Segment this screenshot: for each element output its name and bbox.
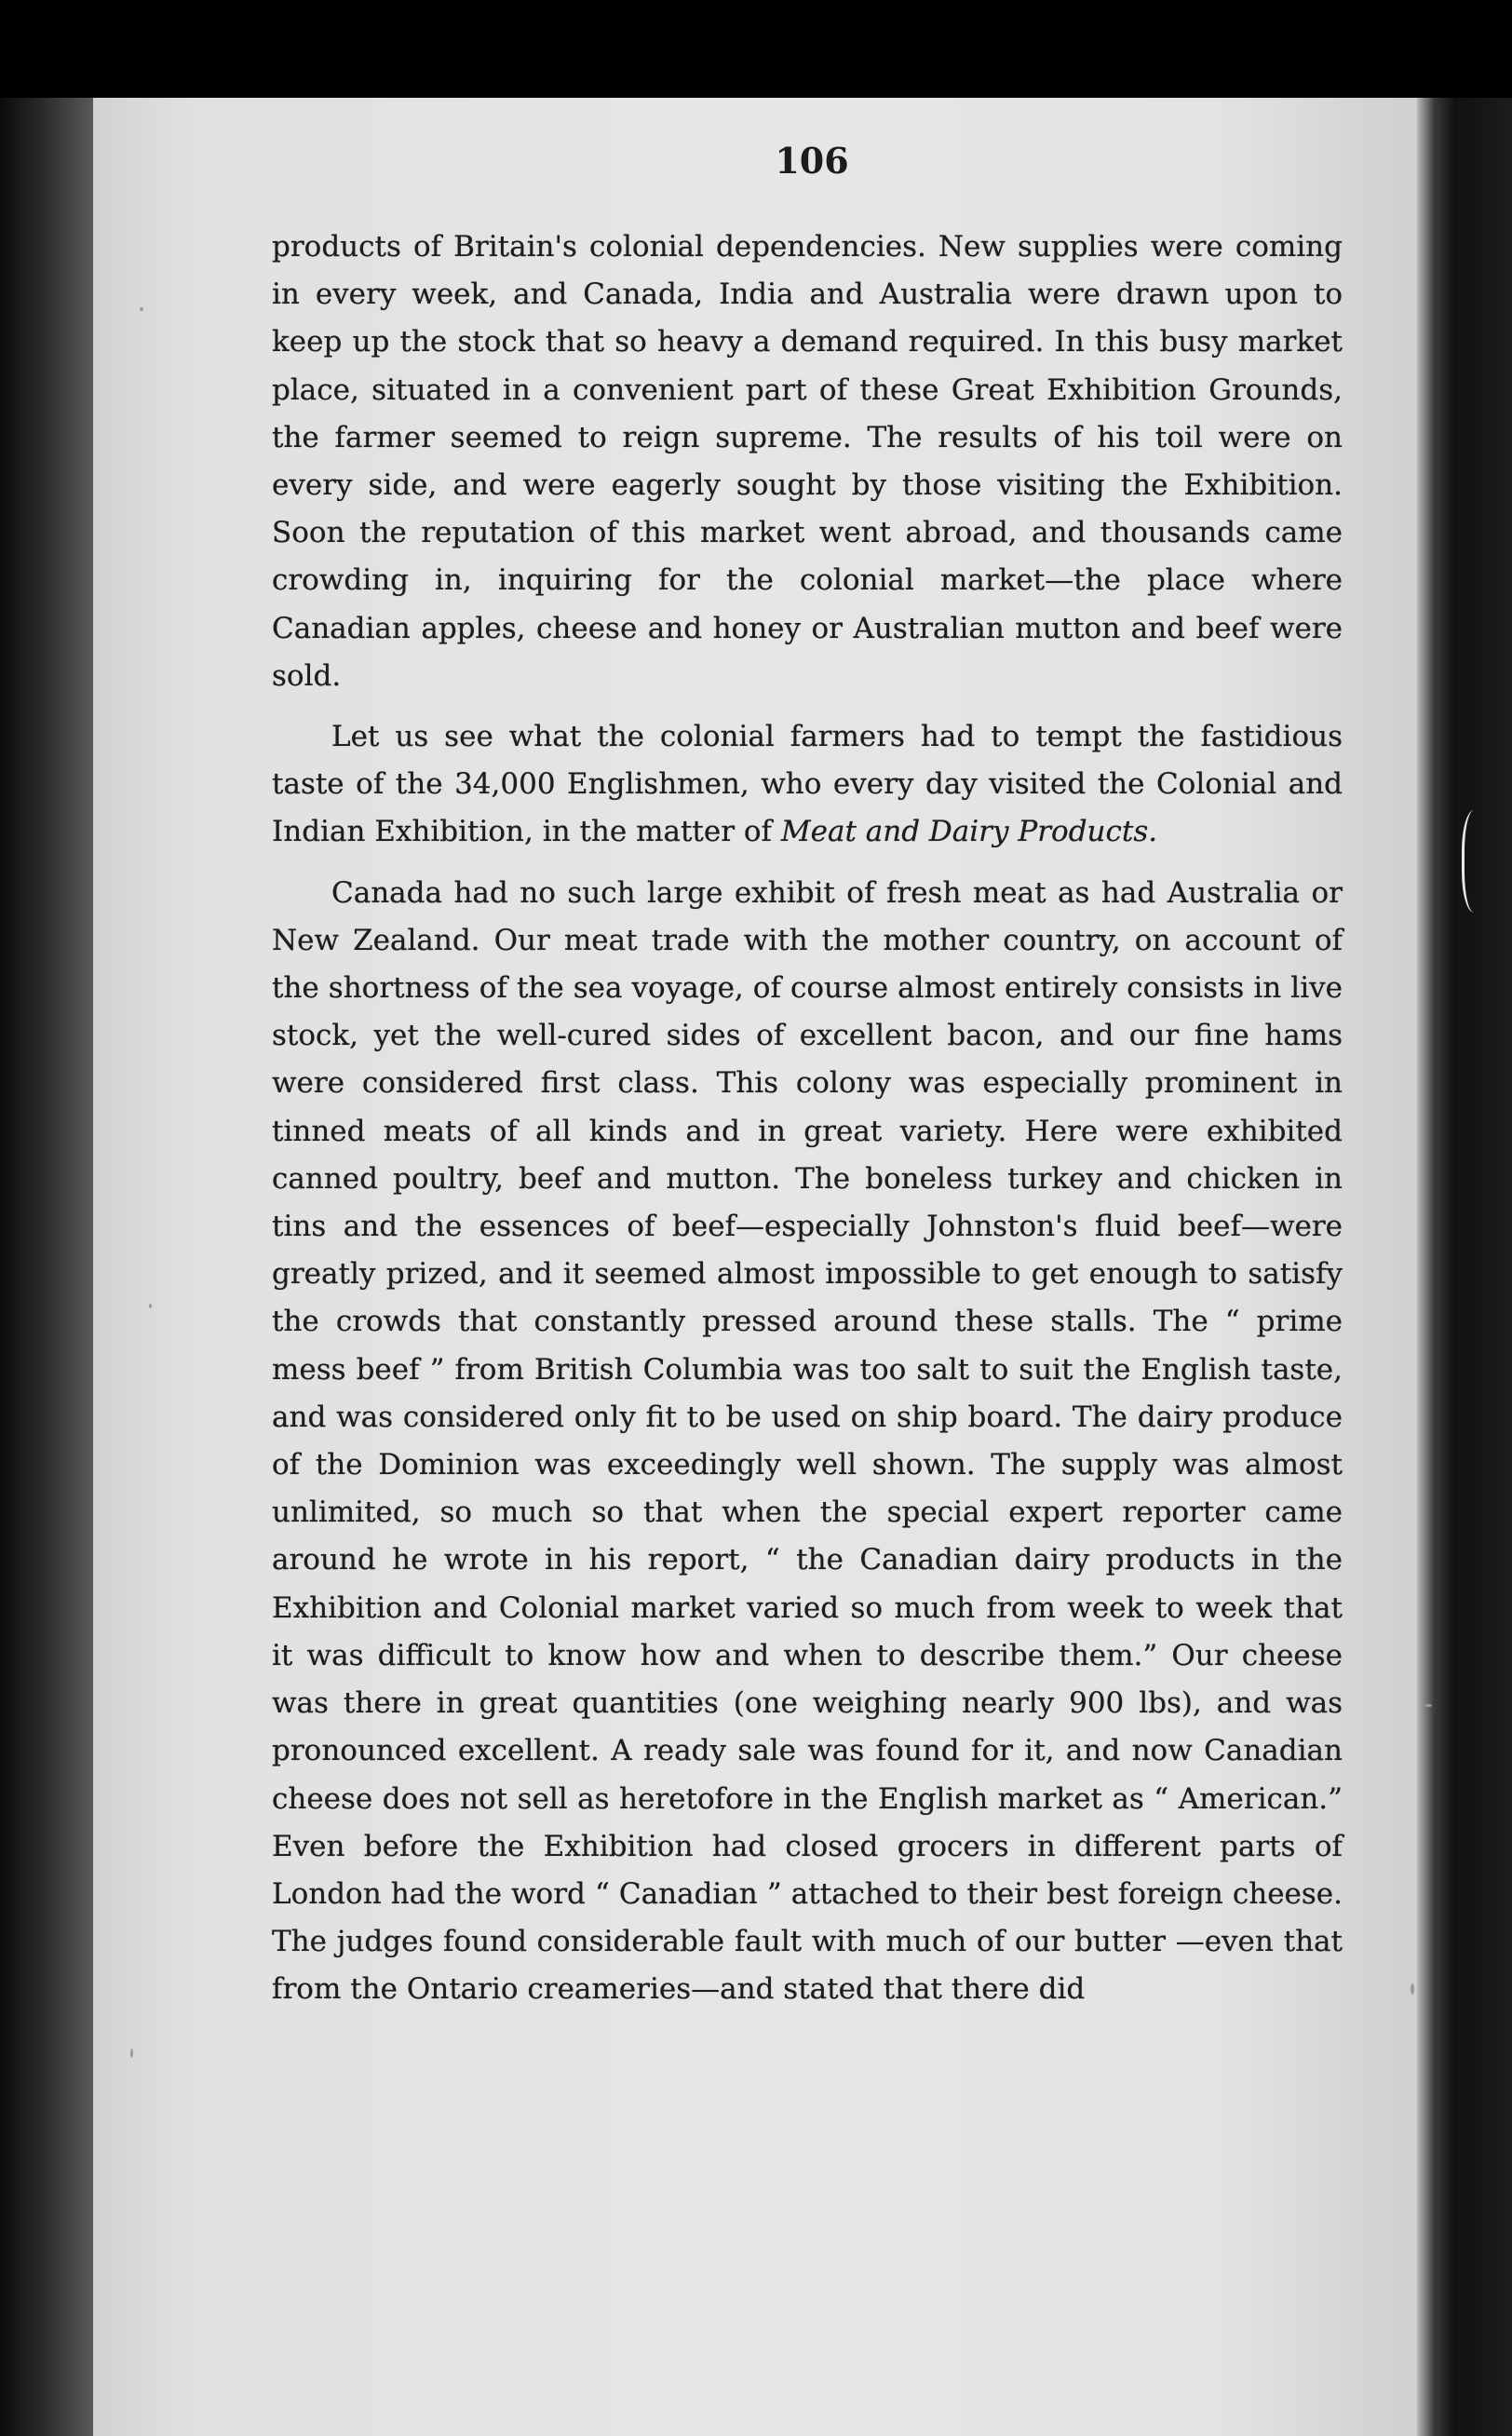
dust-speck <box>1411 1983 1414 1995</box>
paragraph-1: products of Britain's colonial dependencies. New supplies were coming in every week, and Canada, India and Australia were drawn upon to keep up the stock that so heavy a demand required. In this busy market place, situated in a convenient part of these Great Exhibition Grounds, the farmer seemed to reign supreme. The results of his toil were on every side, and were eagerly sought by those visiting the Exhibition. Soon the reputation of this market went abroad, and thousands came crowding in, inquiring for the colonial market—the place where Canadian apples, cheese and honey or Australian mutton and beef were sold. <box>272 230 1343 693</box>
left-binding-shadow <box>0 98 93 2436</box>
body-text <box>272 223 1343 2014</box>
dust-speck <box>149 1304 152 1308</box>
paragraph-2 <box>272 713 1343 857</box>
dust-speck <box>1424 1704 1432 1707</box>
paragraph-2-text: Let us see what the colonial farmers had to tempt the fastidious taste of the 34,000 Englishmen, who every day visited the Colonial and Indian Exhibition, in the matter of <box>272 720 1343 849</box>
paragraph-3: Canada had no such large exhibit of fresh meat as had Australia or New Zealand. Our meat trade with the mother country, on account of the shortness of the sea voyage, of course almost entirely consists in live stock, yet the well-cured sides of excellent bacon, and our fine hams were considered first class. This colony was especially prominent in tinned meats of all kinds and in great variety. Here were exhibited canned poultry, beef and mutton. The boneless turkey and chicken in tins and the essences of beef—especially Johnston's fluid beef—were greatly prized, and it seemed almost impossible to get enough to satisfy the crowds that constantly pressed around these stalls. The “ prime mess beef ” from British Columbia was too salt to suit the English taste, and was considered only fit to be used on ship board. The dairy produce of the Dominion was exceedingly well shown. The supply was almost unlimited, so much so that when the special expert reporter came around he wrote in his report, “ the Canadian dairy products in the Exhibition and Colonial market varied so much from week to week that it was difficult to know how and when to describe them.” Our cheese was there in great quantities (one weighing nearly 900 lbs), and was pronounced excellent. A ready sale was found for it, and now Canadian cheese does not sell as heretofore in the English market as “ American.” Even before the Exhibition had closed grocers in different parts of London had the word “ Canadian ” attached to their best foreign cheese. The judges found considerable fault with much of our butter —even that from the Ontario creameries—and stated that there did <box>272 875 1343 2007</box>
dust-speck <box>140 307 143 311</box>
page-curl-mark <box>1462 810 1492 913</box>
paragraph-2-italic-phrase: Meat and Dairy Products. <box>780 815 1158 849</box>
page-number: 106 <box>775 140 849 182</box>
dust-speck <box>130 2049 133 2058</box>
right-page-edge <box>1417 98 1512 2436</box>
